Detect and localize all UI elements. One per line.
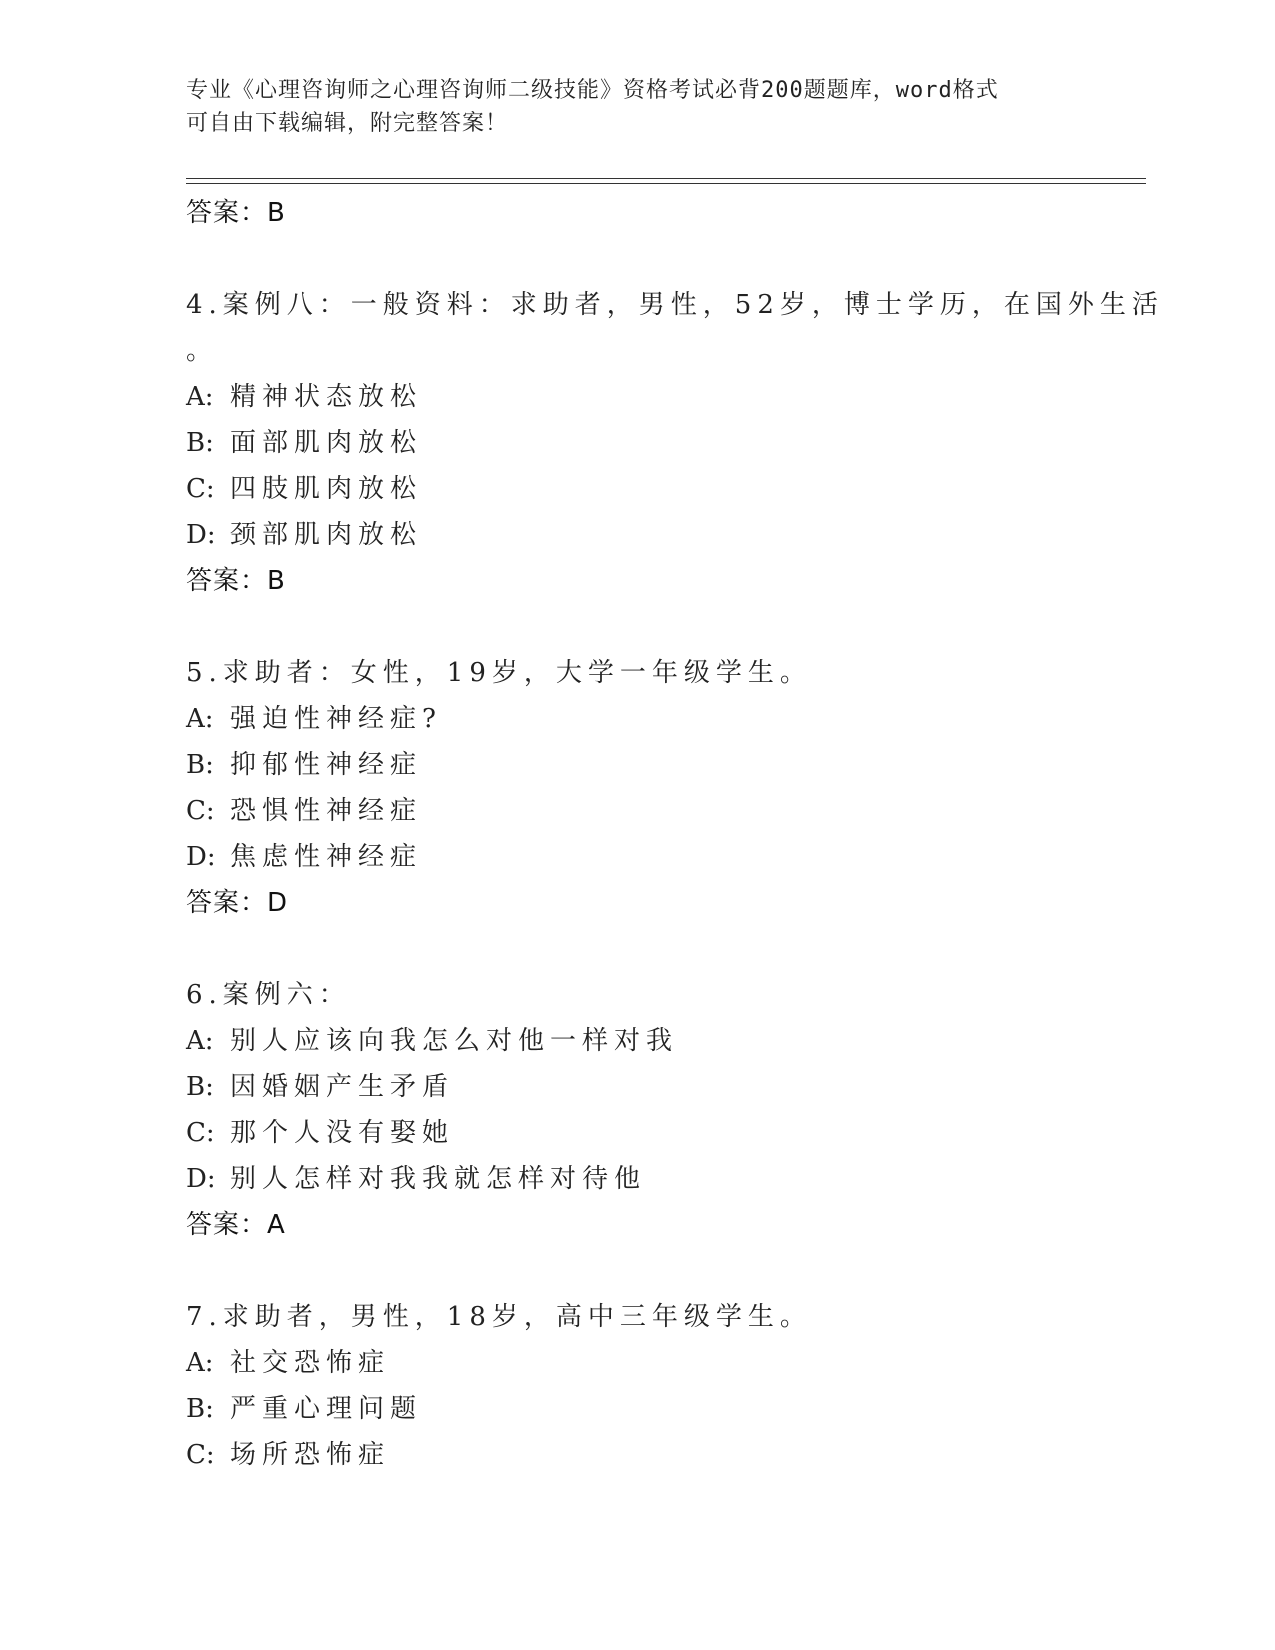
option-text: 四肢肌肉放松 <box>230 474 423 504</box>
option-letter: A: <box>186 382 214 412</box>
question-stem-continuation: 。 <box>186 336 213 366</box>
option-a <box>186 374 1136 420</box>
option-b <box>186 742 1136 788</box>
option-letter: C: <box>186 796 215 826</box>
question-7 <box>186 1294 1136 1478</box>
option-letter: D: <box>186 1164 216 1194</box>
option-text: 面部肌肉放松 <box>230 428 423 458</box>
option-text: 因婚姻产生矛盾 <box>230 1072 455 1102</box>
option-c <box>186 1110 1136 1156</box>
answer: 答案：B <box>186 566 286 596</box>
option-a <box>186 696 1136 742</box>
option-c <box>186 1432 1136 1478</box>
option-d <box>186 512 1136 558</box>
header-divider-bottom <box>186 183 1146 184</box>
option-text: 强迫性神经症? <box>230 704 442 734</box>
option-c <box>186 788 1136 834</box>
question-6 <box>186 972 1136 1248</box>
option-text: 恐惧性神经症 <box>230 796 423 826</box>
option-letter: A: <box>186 1026 214 1056</box>
option-letter: B: <box>186 1072 214 1102</box>
option-text: 别人应该向我怎么对他一样对我 <box>230 1026 679 1056</box>
question-stem: 6.案例六： <box>186 980 351 1010</box>
question-stem: 7.求助者，男性，18岁，高中三年级学生。 <box>186 1302 812 1332</box>
option-text: 严重心理问题 <box>230 1394 423 1424</box>
option-letter: A: <box>186 704 214 734</box>
previous-answer: 答案：B <box>186 198 286 228</box>
question-stem: 5.求助者：女性，19岁，大学一年级学生。 <box>186 658 812 688</box>
question-4 <box>186 282 1164 604</box>
option-d <box>186 834 1136 880</box>
question-list <box>186 190 1164 1478</box>
option-letter: B: <box>186 428 214 458</box>
option-text: 精神状态放松 <box>230 382 423 412</box>
header-divider-top <box>186 178 1146 179</box>
option-text: 社交恐怖症 <box>230 1348 391 1378</box>
option-letter: C: <box>186 1440 215 1470</box>
option-letter: C: <box>186 1118 215 1148</box>
question-5 <box>186 650 1136 926</box>
question-stem: 4.案例八：一般资料：求助者，男性，52岁，博士学历，在国外生活 <box>186 290 1164 320</box>
answer: 答案：A <box>186 1210 286 1240</box>
option-a <box>186 1340 1136 1386</box>
option-letter: B: <box>186 1394 214 1424</box>
option-d <box>186 1156 1136 1202</box>
answer: 答案：D <box>186 888 289 918</box>
option-a <box>186 1018 1136 1064</box>
option-letter: C: <box>186 474 215 504</box>
option-text: 别人怎样对我我就怎样对待他 <box>230 1164 647 1194</box>
option-text: 场所恐怖症 <box>230 1440 391 1470</box>
header-line-1: 专业《心理咨询师之心理咨询师二级技能》资格考试必背200题题库，word格式 <box>186 78 999 103</box>
option-text: 那个人没有娶她 <box>230 1118 455 1148</box>
option-text: 抑郁性神经症 <box>230 750 423 780</box>
option-letter: B: <box>186 750 214 780</box>
header-line-2: 可自由下载编辑，附完整答案！ <box>186 111 509 136</box>
option-c <box>186 466 1136 512</box>
option-letter: D: <box>186 842 216 872</box>
option-letter: D: <box>186 520 216 550</box>
option-b <box>186 1386 1136 1432</box>
document-header <box>186 74 1066 140</box>
option-text: 颈部肌肉放松 <box>230 520 423 550</box>
option-b <box>186 420 1136 466</box>
option-letter: A: <box>186 1348 214 1378</box>
option-text: 焦虑性神经症 <box>230 842 423 872</box>
option-b <box>186 1064 1136 1110</box>
